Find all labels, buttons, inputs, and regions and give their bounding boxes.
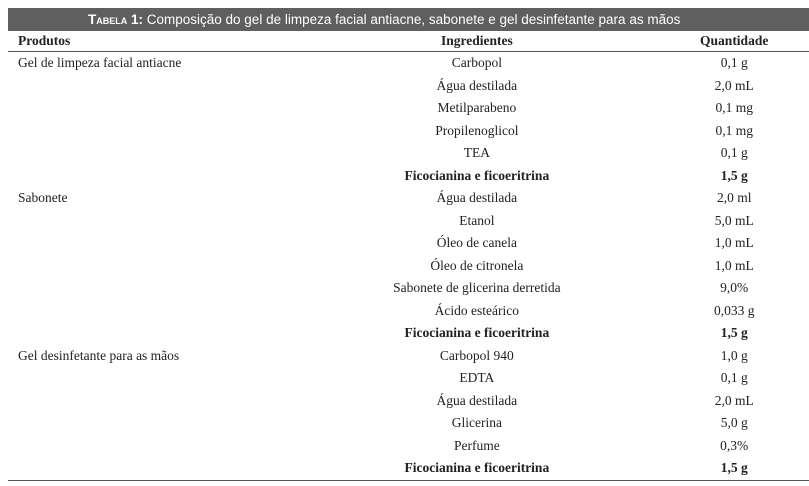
table-row bbox=[8, 75, 809, 98]
ingredient-cell: Glicerina bbox=[451, 415, 502, 431]
quantity-cell: 0,1 g bbox=[720, 145, 748, 161]
quantity-cell: 1,5 g bbox=[720, 167, 748, 183]
quantity-cell: 5,0 g bbox=[720, 415, 748, 431]
ingredient-cell: Propilenoglicol bbox=[435, 122, 519, 138]
ingredient-cell: Ficocianina e ficoeritrina bbox=[404, 167, 550, 183]
quantity-cell: 1,0 mL bbox=[714, 257, 754, 273]
ingredient-cell: Carbopol 940 bbox=[439, 347, 514, 363]
header-quantity: Quantidade bbox=[659, 31, 809, 52]
product-cell bbox=[8, 300, 294, 323]
table-row bbox=[8, 345, 809, 368]
header-products: Produtos bbox=[8, 31, 294, 52]
ingredient-cell: Ácido esteárico bbox=[434, 302, 520, 318]
product-cell bbox=[8, 412, 294, 435]
table-row bbox=[8, 300, 809, 323]
product-cell bbox=[8, 210, 294, 233]
ingredient-cell: TEA bbox=[463, 145, 490, 161]
ingredient-cell: Ficocianina e ficoeritrina bbox=[404, 325, 550, 341]
quantity-cell: 9,0% bbox=[720, 280, 749, 296]
table-row bbox=[8, 322, 809, 345]
ingredient-cell: Metilparabeno bbox=[437, 100, 517, 116]
product-cell bbox=[8, 120, 294, 143]
ingredient-cell: Perfume bbox=[453, 437, 500, 453]
product-cell bbox=[8, 232, 294, 255]
table-row bbox=[8, 457, 809, 480]
product-cell bbox=[8, 435, 294, 458]
table-title-text: Composição do gel de limpeza facial antiacne, sabonete e gel desinfetante para as mãos bbox=[143, 12, 681, 27]
ingredient-cell: Óleo de canela bbox=[436, 235, 517, 251]
product-cell bbox=[8, 457, 294, 480]
product-cell bbox=[8, 142, 294, 165]
table-title-label: Tabela 1: bbox=[88, 12, 143, 27]
ingredient-cell: Óleo de citronela bbox=[430, 257, 524, 273]
ingredient-cell: Água destilada bbox=[436, 190, 518, 206]
product-cell bbox=[8, 165, 294, 188]
product-cell: Sabonete bbox=[18, 190, 68, 206]
table-row bbox=[8, 120, 809, 143]
table-row bbox=[8, 97, 809, 120]
table-row bbox=[8, 52, 809, 75]
table-row bbox=[8, 210, 809, 233]
quantity-cell: 1,0 mL bbox=[714, 235, 754, 251]
ingredient-cell: Etanol bbox=[459, 212, 495, 228]
ingredient-cell: EDTA bbox=[459, 370, 495, 386]
product-cell: Gel de limpeza facial antiacne bbox=[18, 55, 182, 71]
table-row bbox=[8, 435, 809, 458]
table-body bbox=[8, 52, 809, 481]
table-header-row bbox=[8, 31, 809, 52]
quantity-cell: 0,3% bbox=[720, 437, 749, 453]
product-cell bbox=[8, 75, 294, 98]
product-cell: Gel desinfetante para as mãos bbox=[18, 347, 180, 363]
quantity-cell: 2,0 mL bbox=[714, 392, 754, 408]
product-cell bbox=[8, 322, 294, 345]
product-cell bbox=[8, 255, 294, 278]
table-row bbox=[8, 142, 809, 165]
product-cell bbox=[8, 97, 294, 120]
ingredient-cell: Água destilada bbox=[436, 77, 518, 93]
table-row bbox=[8, 412, 809, 435]
table-row bbox=[8, 367, 809, 390]
quantity-cell: 1,5 g bbox=[720, 325, 748, 341]
table-row bbox=[8, 165, 809, 188]
header-ingredients: Ingredientes bbox=[294, 31, 659, 52]
quantity-cell: 2,0 ml bbox=[716, 190, 752, 206]
table-row bbox=[8, 187, 809, 210]
quantity-cell: 1,0 g bbox=[720, 347, 748, 363]
composition-table bbox=[8, 31, 809, 481]
product-cell bbox=[8, 367, 294, 390]
quantity-cell: 2,0 mL bbox=[714, 77, 754, 93]
product-cell bbox=[8, 277, 294, 300]
quantity-cell: 5,0 mL bbox=[714, 212, 754, 228]
quantity-cell: 1,5 g bbox=[659, 457, 809, 480]
table-row bbox=[8, 390, 809, 413]
quantity-cell: 0,1 mg bbox=[715, 100, 753, 116]
table-title bbox=[8, 8, 809, 31]
ingredient-cell: Água destilada bbox=[436, 392, 518, 408]
table-row bbox=[8, 255, 809, 278]
ingredient-cell: Carbopol bbox=[451, 55, 502, 71]
quantity-cell: 0,1 g bbox=[720, 370, 748, 386]
ingredient-cell: Ficocianina e ficoeritrina bbox=[294, 457, 659, 480]
product-cell bbox=[8, 390, 294, 413]
ingredient-cell: Sabonete de glicerina derretida bbox=[393, 280, 561, 296]
table-row bbox=[8, 277, 809, 300]
quantity-cell: 0,033 g bbox=[713, 302, 755, 318]
table-row bbox=[8, 232, 809, 255]
quantity-cell: 0,1 g bbox=[720, 55, 748, 71]
quantity-cell: 0,1 mg bbox=[715, 122, 753, 138]
